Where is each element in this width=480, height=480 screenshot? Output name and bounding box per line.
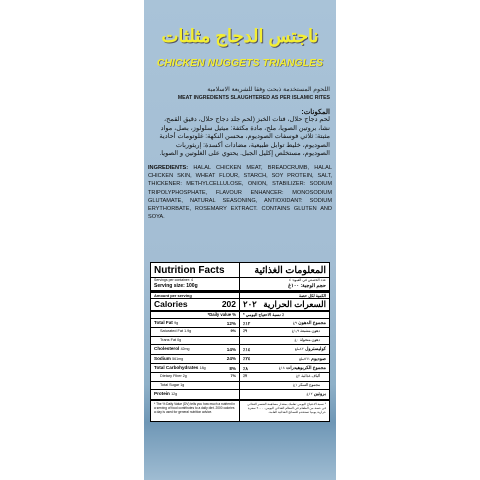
nutrient-label: مجموع السكر — [298, 382, 320, 387]
amount-per-serving: Amount per serving — [151, 293, 239, 299]
nutrient-label-group — [292, 328, 320, 335]
nutrient-label-group — [154, 364, 206, 372]
amount-per-serving-arabic: الكمية لكل حصة — [240, 293, 329, 299]
nutrient-row — [240, 390, 329, 400]
nutrient-row — [240, 355, 329, 364]
nutrient-label: Trans Fat — [160, 337, 177, 342]
serving-size-arabic: حجم الوجبة: ١٠٠غ — [240, 283, 329, 293]
nutrient-amount: ٩غ — [292, 321, 297, 325]
nutrient-amount: 1g — [180, 382, 185, 387]
nutrient-daily-value: 8% — [229, 365, 236, 371]
nutrient-row — [151, 345, 239, 354]
nutrient-row — [240, 319, 329, 328]
nutrient-amount: 42mg — [180, 347, 190, 352]
nutrient-amount: 12g — [171, 392, 178, 397]
calories-value-arabic: ٢٠٢ — [243, 299, 257, 309]
nutrient-row — [240, 373, 329, 381]
daily-value-footnote-arabic: * نسبة الاحتياج اليومي تعلمك بمقدار مساهمة العنصر الغذائي في حصة من الطعام في النظام الغذائي اليومي. ٢٠٠٠ سعرة حرارية يوميا تستخدم للنصائح الغذائية العامة. — [247, 401, 326, 415]
nutrient-label: Protein — [154, 391, 170, 397]
halal-statement-arabic: اللحوم المستخدمة ذبحت وفقا للشريعة الاسلامية — [207, 86, 330, 93]
nutrient-amount: ١٨غ — [278, 366, 285, 371]
nutrient-label-group — [295, 345, 326, 353]
nutrient-daily-value: ٧٪ — [243, 374, 248, 379]
nutrient-label-group — [299, 355, 326, 363]
servings-per-container-arabic: عدد الحصص في العبوة: ٤ — [289, 278, 326, 282]
nutrition-facts-table — [150, 262, 330, 422]
calories-row-arabic — [240, 299, 329, 312]
ingredients-text-arabic: لحم دجاج حلال، فتات الخبز (لحم جلد دجاج حلال، دقيق القمح، نشا، بروتين الصويا، ملح، مادة مكثفة: ميثيل سلولوز، بصل، مواد مثبتة: ثلاثي فوسفات الصوديوم، محسن النكهة: غلوتومات أحادية الصوديوم، خليط توابل طبيعية، مضادات أكسدة: إريثوربات الصوديوم، مستخلص إكليل الجبل. يحتوي على الغلوتين و الصويا. — [159, 116, 330, 157]
nutrient-label: Total Carbohydrates — [154, 365, 199, 371]
nutrient-row — [240, 345, 329, 354]
nutrient-label-group — [154, 390, 177, 398]
nutrient-daily-value: ٢٤٪ — [243, 356, 251, 362]
nutrient-label: دهون متحولة — [299, 337, 320, 342]
nutrient-label: صوديوم — [311, 355, 326, 361]
nutrient-label-group — [279, 364, 326, 372]
nutrient-label-group — [296, 373, 320, 380]
calories-row — [151, 299, 239, 312]
nutrient-label-group — [154, 355, 183, 363]
nutrient-row — [240, 337, 329, 345]
calories-label-arabic: السعرات الحرارية — [263, 299, 326, 309]
nutrient-daily-value: 14% — [226, 346, 236, 352]
nutrient-label-group — [154, 319, 178, 327]
nutrition-english-column — [151, 263, 240, 421]
nutrient-amount: ٤٢ملغ — [294, 347, 304, 352]
nutrient-label: Total Sugar — [160, 382, 180, 387]
nutrient-label-group — [160, 337, 181, 344]
nutrient-amount: ١غ — [293, 382, 298, 387]
nutrient-label: دهون مشبعة — [300, 329, 320, 334]
nutrition-title: Nutrition Facts — [151, 263, 239, 278]
nutrient-label: ألياف غذائية — [301, 374, 320, 379]
daily-value-header: *Daily value % — [151, 312, 239, 319]
nutrient-daily-value: 7% — [230, 374, 236, 379]
nutrient-amount: 0g — [177, 337, 182, 342]
nutrient-label-group — [160, 382, 184, 389]
nutrient-label-group — [295, 337, 320, 344]
nutrient-daily-value: 9% — [230, 329, 236, 334]
nutrient-daily-value: ١٤٪ — [243, 346, 251, 352]
nutrient-label: بروتين — [313, 391, 326, 397]
nutrient-row — [151, 364, 239, 373]
servings-per-container: Servings per container: 4 — [154, 278, 193, 282]
nutrient-row — [151, 319, 239, 328]
nutrient-amount: ١٫٩غ — [291, 329, 299, 334]
nutrient-daily-value: ٨٪ — [243, 365, 248, 371]
nutrient-row — [240, 382, 329, 390]
nutrient-amount: 9g — [174, 321, 179, 325]
nutrient-label-group — [160, 328, 191, 335]
nutrient-row — [151, 390, 239, 400]
nutrient-label: Cholesterol — [154, 346, 180, 352]
nutrient-label-group — [154, 345, 190, 353]
product-title-arabic: ناجتس الدجاج مثلثات — [161, 26, 319, 46]
serving-size: Serving size: 100g — [151, 283, 239, 293]
nutrient-row — [240, 364, 329, 373]
nutrient-label: كوليسترول — [305, 346, 326, 352]
nutrient-daily-value: ١٢٪ — [243, 320, 251, 326]
nutrient-label-group — [160, 373, 187, 380]
calories-label: Calories — [154, 299, 188, 309]
ingredients-heading-english: INGREDIENTS: — [148, 165, 189, 171]
nutrient-label: مجموع الكربوهيدرات — [286, 365, 326, 371]
ingredients-english — [148, 164, 332, 221]
nutrient-label: Sodium — [154, 355, 171, 361]
nutrient-daily-value: ٩٪ — [243, 329, 248, 334]
calories-value: 202 — [221, 299, 236, 309]
nutrient-label: Total Fat — [154, 320, 173, 325]
nutrient-label-group — [293, 319, 326, 327]
nutrient-amount: 18g — [199, 366, 206, 371]
nutrient-rows-arabic — [240, 319, 329, 401]
nutrient-label-group — [293, 382, 320, 389]
nutrient-label: Saturated Fat — [160, 329, 184, 334]
nutrient-row — [151, 337, 239, 345]
nutrition-title-arabic: المعلومات الغذائية — [240, 263, 329, 278]
nutrient-row — [151, 355, 239, 364]
nutrient-amount: ٥٦١ملغ — [299, 356, 310, 361]
nutrient-amount: 1.9g — [184, 329, 192, 334]
product-label-panel — [144, 0, 336, 480]
nutrient-daily-value: 24% — [226, 356, 236, 362]
nutrient-amount: ٢غ — [296, 374, 301, 379]
nutrient-rows — [151, 319, 239, 401]
nutrient-row — [240, 328, 329, 336]
nutrient-row — [151, 382, 239, 390]
ingredients-text-english: HALAL CHICKEN MEAT, BREADCRUMB, HALAL CHICKEN SKIN, WHEAT FLOUR, STARCH, SOY PROTEIN, SALT, THICKENER: METHYLCELLULOSE, ONION, STABILIZER: SODIUM TRIPOLYPHOSPHATE, FLAVOUR ENHANCER: MONOSODIUM GLUTAMATE, NATURAL SEASONING, ANTIOXIDANT: SODIUM ERYTHORBATE, ROSEMARY EXTRACT. CONTAINS GLUTEN AND SOYA. — [148, 165, 332, 221]
nutrient-amount: 2g — [182, 374, 187, 379]
daily-value-footnote: * The % Daily Value (DV) tells you how much a nutrient in a serving of food contributes to a daily diet. 2000 calories a day is used for general nutrition advice. — [154, 401, 236, 415]
nutrient-label: Dietary Fiber — [160, 374, 182, 379]
nutrient-daily-value: 12% — [226, 320, 236, 326]
daily-value-header-arabic: ٪ نسبة الاحتياج اليومي * — [240, 312, 329, 319]
nutrient-row — [151, 328, 239, 336]
product-title-english: CHICKEN NUGGETS TRIANGLES — [156, 57, 324, 69]
nutrition-arabic-column — [240, 263, 329, 421]
nutrient-amount: ١٢غ — [306, 392, 313, 397]
nutrient-amount: ٠غ — [294, 337, 299, 342]
nutrient-row — [151, 373, 239, 381]
ingredients-heading-arabic: المكونات: — [301, 109, 330, 116]
nutrient-amount: 561mg — [172, 356, 184, 361]
halal-statement-english: MEAT INGREDIENTS SLAUGHTERED AS PER ISLAMIC RITES — [177, 95, 330, 101]
nutrient-label: مجموع الدهون — [298, 320, 326, 325]
nutrient-label-group — [306, 390, 326, 398]
